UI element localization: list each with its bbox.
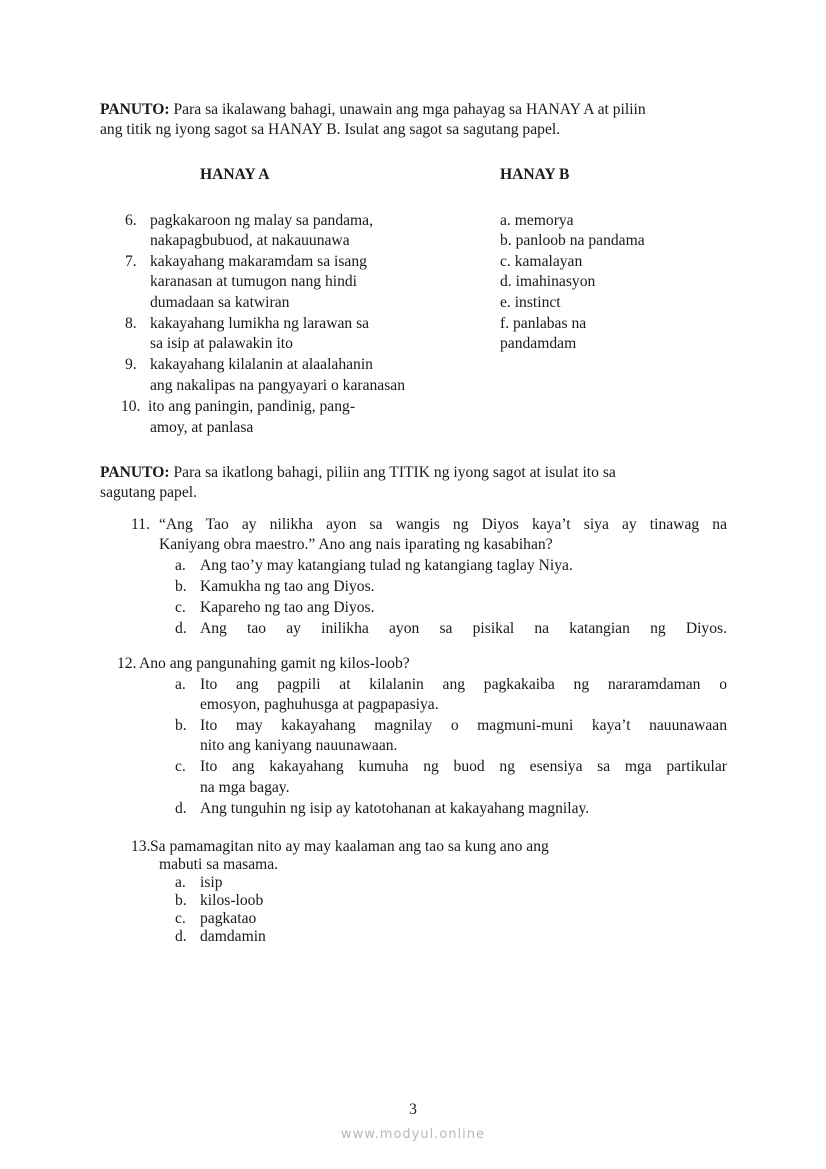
question-number: 13. — [131, 838, 151, 855]
option-text: Ito ang pagpili at kilalanin ang pagkakaiba ng nararamdaman o — [200, 676, 727, 693]
choice: f. panlabas na — [500, 315, 587, 332]
item-text: pagkakaroon ng malay sa pandama, — [150, 212, 373, 229]
choice: c. kamalayan — [500, 253, 583, 270]
question-text: Kaniyang obra maestro.” Ano ang nais iparating ng kasabihan? — [159, 536, 553, 553]
instruction-part2-line2: ang titik ng iyong sagot sa HANAY B. Isulat ang sagot sa sagutang papel. — [100, 121, 561, 138]
question-text: Ano ang pangunahing gamit ng kilos-loob? — [139, 655, 410, 672]
option-letter: a. — [175, 874, 186, 891]
option-letter: d. — [175, 620, 187, 637]
instruction-label: PANUTO: — [100, 464, 170, 481]
option-text: Ito may kakayahang magnilay o magmuni-muni kaya’t nauunawaan — [200, 717, 727, 734]
option-letter: c. — [175, 599, 186, 616]
instruction-label: PANUTO: — [100, 101, 170, 118]
item-text: amoy, at panlasa — [150, 419, 254, 436]
option-letter: d. — [175, 800, 187, 817]
item-number: 7. — [125, 253, 137, 270]
item-text: kakayahang lumikha ng larawan sa — [150, 315, 370, 332]
option-letter: a. — [175, 676, 186, 693]
item-text: sa isip at palawakin ito — [150, 335, 293, 352]
option-text: nito ang kaniyang nauunawaan. — [200, 737, 398, 754]
option-text: Ito ang kakayahang kumuha ng buod ng esensiya sa mga partikular — [200, 758, 727, 775]
item-text: ito ang paningin, pandinig, pang- — [148, 398, 356, 415]
item-number: 6. — [125, 212, 137, 229]
item-text: kakayahang makaramdam sa isang — [150, 253, 367, 270]
question-number: 11. — [131, 516, 150, 533]
option-text: na mga bagay. — [200, 779, 290, 796]
option-letter: c. — [175, 758, 186, 775]
hanay-b-heading: HANAY B — [500, 166, 570, 183]
question-text: mabuti sa masama. — [159, 856, 279, 873]
option-text: Ang tao ay inilikha ayon sa pisikal na katangian ng Diyos. — [200, 620, 727, 637]
item-text: kakayahang kilalanin at alaalahanin — [150, 356, 373, 373]
option-text: Ang tao’y may katangiang tulad ng katangiang taglay Niya. — [200, 557, 573, 574]
option-text: Kapareho ng tao ang Diyos. — [200, 599, 375, 616]
question-text: “Ang Tao ay nilikha ayon sa wangis ng Diyos kaya’t siya ay tinawag na — [159, 516, 727, 533]
hanay-a-heading: HANAY A — [200, 166, 270, 183]
item-number: 10. — [121, 398, 141, 415]
option-text: Ang tunguhin ng isip ay katotohanan at kakayahang magnilay. — [200, 800, 590, 817]
question-text: Sa pamamagitan nito ay may kaalaman ang tao sa kung ano ang — [150, 838, 549, 855]
option-text: pagkatao — [200, 910, 257, 927]
item-number: 9. — [125, 356, 137, 373]
question-number: 12. — [117, 655, 137, 672]
instruction-part3-line2: sagutang papel. — [100, 484, 197, 501]
instruction-text: Para sa ikatlong bahagi, piliin ang TITIK ng iyong sagot at isulat ito sa — [169, 464, 616, 481]
option-letter: b. — [175, 578, 187, 595]
option-text: damdamin — [200, 928, 266, 945]
option-text: kilos-loob — [200, 892, 264, 909]
option-text: emosyon, paghuhusga at pagpapasiya. — [200, 696, 439, 713]
option-text: Kamukha ng tao ang Diyos. — [200, 578, 375, 595]
instruction-part2-line1 — [100, 100, 646, 120]
option-letter: b. — [175, 892, 187, 909]
item-text: dumadaan sa katwiran — [150, 294, 290, 311]
option-text: isip — [200, 874, 223, 891]
option-letter: d. — [175, 928, 187, 945]
item-number: 8. — [125, 315, 137, 332]
choice: a. memorya — [500, 212, 574, 229]
choice: b. panloob na pandama — [500, 232, 645, 249]
option-letter: a. — [175, 557, 186, 574]
page-number: 3 — [409, 1101, 417, 1118]
item-text: nakapagbubuod, at nakauunawa — [150, 232, 350, 249]
instruction-text: Para sa ikalawang bahagi, unawain ang mga pahayag sa HANAY A at piliin — [169, 101, 646, 118]
option-letter: c. — [175, 910, 186, 927]
option-letter: b. — [175, 717, 187, 734]
instruction-part3-line1 — [100, 463, 616, 483]
choice: pandamdam — [500, 335, 577, 352]
watermark: www.modyul.online — [340, 1127, 486, 1142]
choice: d. imahinasyon — [500, 273, 596, 290]
choice: e. instinct — [500, 294, 561, 311]
item-text: ang nakalipas na pangyayari o karanasan — [150, 377, 406, 394]
item-text: karanasan at tumugon nang hindi — [150, 273, 357, 290]
